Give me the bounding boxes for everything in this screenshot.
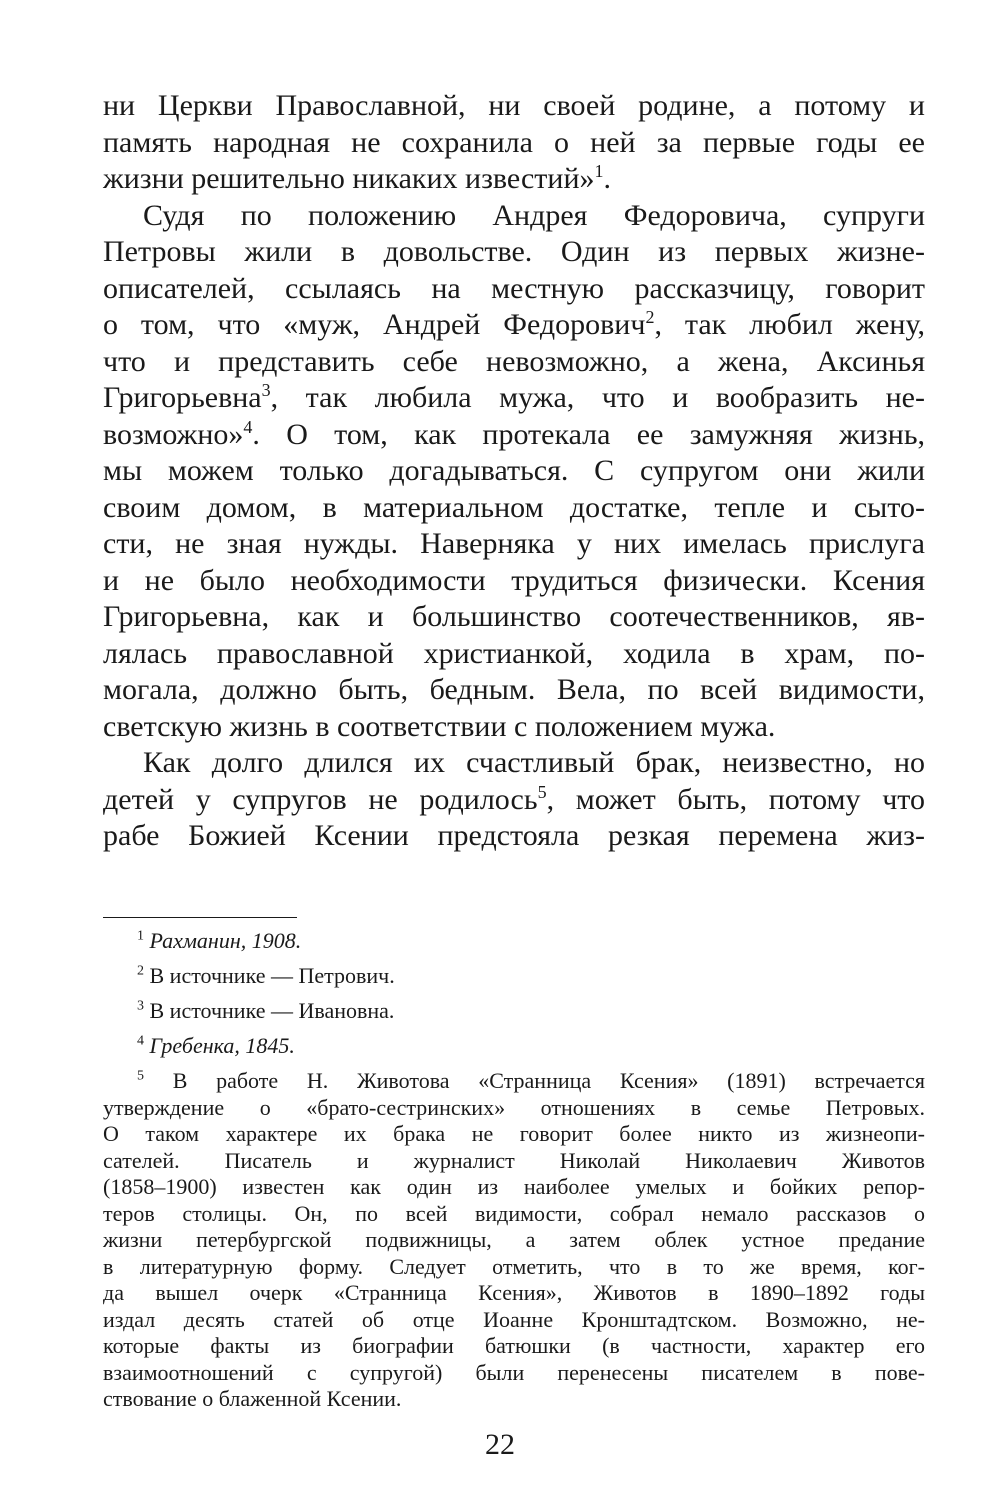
footnote-5 xyxy=(103,1068,925,1413)
footnote-line: (1858–1900) известен как один из наиболее умелых и бойких репор- xyxy=(103,1174,925,1199)
footnote-line: утверждение о «брато-сестринских» отношениях в семье Петровых. xyxy=(103,1094,925,1120)
text-line: Григорьевна, как и большинство соотечественников, яв- xyxy=(103,600,925,633)
text-fragment: , может быть, потому что xyxy=(546,782,926,816)
text-fragment: жизни решительно никаких известий» xyxy=(103,162,595,195)
footnote-line: сателей. Писатель и журналист Николай Николаевич Животов xyxy=(103,1147,925,1173)
text-fragment: Григорьевна xyxy=(103,381,262,414)
paragraph-1 xyxy=(103,88,925,198)
footnote-line: которые факты из биографии батюшки (в частности, характер его xyxy=(103,1333,925,1358)
text-line xyxy=(103,161,925,198)
footnote-text: Гребенка, 1845. xyxy=(149,1033,295,1058)
footnote-4 xyxy=(103,1033,925,1059)
footnote-ref-5[interactable]: 5 xyxy=(537,781,547,802)
footnote-1 xyxy=(103,928,925,954)
text-fragment: возможно» xyxy=(103,417,244,451)
text-line: Петровы жили в довольстве. Один из первых жизне- xyxy=(103,235,925,268)
paragraph-3 xyxy=(103,745,925,855)
text-fragment: , так любил жену, xyxy=(654,308,925,341)
text-line: сти, не зная нужды. Наверняка у них имелась прислуга xyxy=(103,527,925,560)
footnote-number: 4 xyxy=(137,1033,144,1049)
footnote-text: В источнике — Петрович. xyxy=(149,963,395,988)
footnote-line xyxy=(103,1068,925,1095)
text-line: и не было необходимости трудиться физически. Ксения xyxy=(103,563,925,597)
text-line: Как долго длился их счастливый брак, неизвестно, но xyxy=(143,746,925,779)
footnote-line: в литературную форму. Следует отметить, что в то же время, ког- xyxy=(103,1253,925,1279)
text-fragment: , так любила мужа, что и вообразить не- xyxy=(270,381,925,414)
footnote-number: 5 xyxy=(137,1068,144,1084)
text-line xyxy=(103,380,925,417)
footnote-line: взаимоотношений с супругой) были перенесены писателем в пове- xyxy=(103,1359,925,1385)
text-line xyxy=(103,417,925,454)
text-line: мы можем только догадываться. С супругом они жили xyxy=(103,454,925,487)
footnote-ref-2[interactable]: 2 xyxy=(645,307,655,327)
text-line: светскую жизнь в соответствии с положением мужа. xyxy=(103,709,776,743)
footnote-line: О таком характере их брака не говорит более никто из жизнеопи- xyxy=(103,1121,925,1146)
text-fragment: о том, что «муж, Андрей Федорович xyxy=(103,308,646,341)
footnote-line: да вышел очерк «Странница Ксения», Животов в 1890–1892 годы xyxy=(103,1280,925,1305)
footnote-line: жизни петербургской подвижницы, а затем облек устное предание xyxy=(103,1227,925,1252)
footnote-divider xyxy=(103,917,297,918)
text-line xyxy=(103,782,925,819)
footnote-line: ствование о блаженной Ксении. xyxy=(103,1386,402,1411)
footnote-text: Рахманин, 1908. xyxy=(149,928,302,953)
text-line: лялась православной христианкой, ходила в храм, по- xyxy=(103,636,925,670)
text-line: память народная не сохранила о ней за первые годы ее xyxy=(103,125,925,159)
text-line: описателей, ссылаясь на местную рассказчицу, говорит xyxy=(103,271,925,305)
footnote-number: 2 xyxy=(137,963,144,979)
footnote-number: 1 xyxy=(137,928,144,944)
text-line: что и представить себе невозможно, а жена, Аксинья xyxy=(103,344,925,378)
page-number: 22 xyxy=(485,1428,515,1461)
text-line: Судя по положению Андрея Федоровича, супруги xyxy=(143,198,925,232)
footnote-text: В работе Н. Животова «Странница Ксения» (1891) встречается xyxy=(172,1068,926,1093)
footnote-number: 3 xyxy=(137,998,144,1014)
paragraph-2 xyxy=(103,198,925,746)
text-fragment: . xyxy=(603,162,612,195)
text-line: ни Церкви Православной, ни своей родине, а потому и xyxy=(103,89,925,122)
footnote-3 xyxy=(103,998,925,1024)
footnote-text: В источнике — Ивановна. xyxy=(149,998,395,1023)
footnote-ref-1[interactable]: 1 xyxy=(594,161,604,181)
text-line xyxy=(103,307,925,344)
text-fragment: . О том, как протекала ее замужняя жизнь, xyxy=(252,417,925,451)
footnote-line: издал десять статей об отце Иоанне Кронштадтском. Возможно, не- xyxy=(103,1306,925,1332)
footnote-2 xyxy=(103,963,925,989)
text-fragment: детей у супругов не родилось xyxy=(103,782,538,816)
footnote-ref-3[interactable]: 3 xyxy=(261,380,271,400)
text-line: рабе Божией Ксении предстояла резкая перемена жиз- xyxy=(103,819,925,852)
text-line: могала, должно быть, бедным. Вела, по всей видимости, xyxy=(103,673,925,706)
footnote-ref-4[interactable]: 4 xyxy=(243,416,253,437)
footnotes xyxy=(103,928,925,1422)
main-text xyxy=(103,88,925,855)
text-line: своим домом, в материальном достатке, тепле и сыто- xyxy=(103,490,925,524)
footnote-line: теров столицы. Он, по всей видимости, собрал немало рассказов о xyxy=(103,1200,925,1226)
